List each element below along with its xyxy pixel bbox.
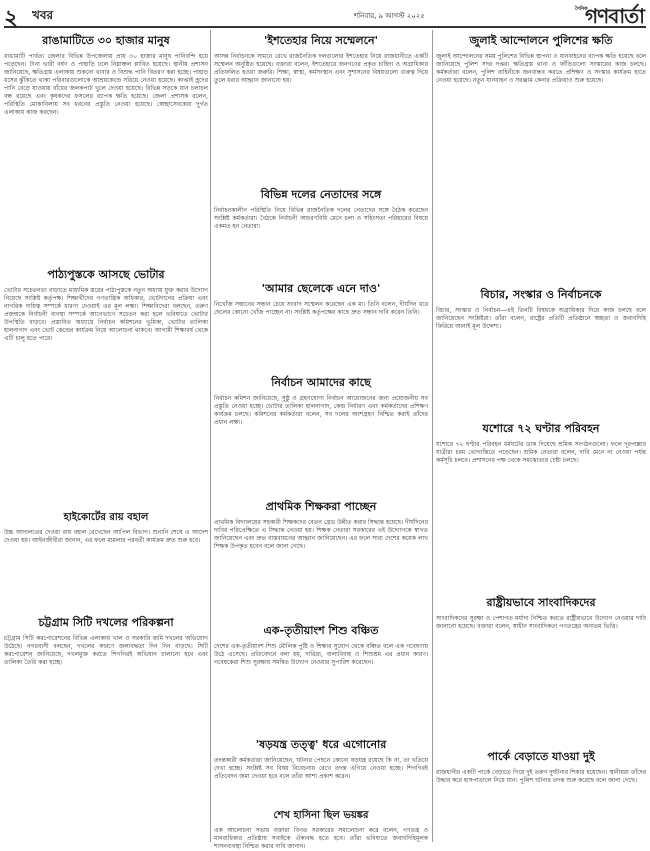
article xyxy=(214,32,428,182)
article-headline: পার্কে বেড়াতে যাওয়া দুই xyxy=(487,750,595,763)
article xyxy=(214,374,428,494)
article-headline: জুলাই আন্দোলনে পুলিশের ক্ষতি xyxy=(469,34,613,47)
article xyxy=(436,286,646,416)
article-headline: যশোরে ৭২ ঘণ্টার পরিবহন xyxy=(482,422,600,435)
article-body: নির্বাচনকালীন পরিস্থিতি নিয়ে বিভিন্ন রাজনৈতিক দলের নেতাদের সঙ্গে বৈঠক করেছেন সংশ্লিষ্ট কর্মকর্তারা। বৈঠকে নির্বাচনী আচরণবিধি মেনে চলা ও সহিংসতা পরিহারের বিষয়ে একমত হন নেতারা। xyxy=(214,207,428,230)
article xyxy=(4,266,208,506)
logo-text: গণবার্তা xyxy=(585,4,644,28)
article-body: রাঙামাটি পার্বত্য জেলার বিভিন্ন উপজেলায় প্রায় ৩০ হাজার মানুষ পানিবন্দি হয়ে পড়েছেন। টানা ভারী বর্ষণ ও পাহাড়ি ঢলে নিম্নাঞ্চল প্লাবিত হয়েছে। স্থানীয় প্রশাসন জানিয়েছে, ক্ষতিগ্রস্ত এলাকায় শুকনো খাবার ও বিশুদ্ধ পানি বিতরণ করা হচ্ছে। পাহাড় ধসের ঝুঁকিতে থাকা পরিবারগুলোকে আশ্রয়কেন্দ্রে সরিয়ে নেওয়া হয়েছে। কাপ্তাই হ্রদের পানি বেড়ে যাওয়ায় বাঁধের জলকপাট খুলে দেওয়া হয়েছে। বিভিন্ন সড়কে যান চলাচল বন্ধ রয়েছে এবং কৃষকদের ফসলের ব্যাপক ক্ষতি হয়েছে। জেলা প্রশাসক বলেন, পরিস্থিতি মোকাবিলায় সব ধরনের প্রস্তুতি নেওয়া হয়েছে। স্বেচ্ছাসেবকেরা দুর্গত এলাকায় কাজ করছেন। xyxy=(4,53,208,116)
column-rule xyxy=(432,30,433,842)
article xyxy=(436,32,646,282)
article-headline: বিচার, সংস্কার ও নির্বাচনকে xyxy=(480,288,602,301)
page-number: ২ xyxy=(4,6,19,31)
newspaper-logo xyxy=(575,2,644,35)
article-headline: 'ষড়যন্ত্র তত্ত্ব' ধরে এগোনোর xyxy=(255,738,387,751)
article-body: ভোটার সচেতনতা বাড়াতে মাধ্যমিক স্তরের পাঠ্যপুস্তকে নতুন অধ্যায় যুক্ত করার উদ্যোগ নিয়েছে সংশ্লিষ্ট কর্তৃপক্ষ। শিক্ষার্থীদের গণতান্ত্রিক অধিকার, ভোটদানের প্রক্রিয়া এবং নাগরিক দায়িত্ব সম্পর্কে ধারণা দেওয়াই এর মূল লক্ষ্য। শিক্ষাবিদেরা বলছেন, তরুণ প্রজন্মকে নির্বাচনী ব্যবস্থা সম্পর্কে আগেভাগে সচেতন করা হলে ভবিষ্যতে ভোটার উপস্থিতি বাড়বে। প্রস্তাবিত অধ্যায়ে নির্বাচন কমিশনের ভূমিকা, ভোটার তালিকা হালনাগাদ এবং ভোট কেন্দ্রের কার্যক্রম নিয়ে আলোচনা থাকবে। আগামী শিক্ষাবর্ষ থেকে এটি চালু হতে পারে। xyxy=(4,287,208,342)
section-name: খবর xyxy=(32,8,54,22)
article-body: চট্টগ্রাম সিটি করপোরেশনের বিভিন্ন এলাকায় খাল ও সরকারি জমি দখলের অভিযোগ উঠেছে। নগরবাসী বলছেন, দখলের কারণে জলাবদ্ধতা দিন দিন বাড়ছে। সিটি করপোরেশন জানিয়েছে, দখলমুক্ত করতে শিগগিরই অভিযান চালানো হবে এবং তালিকা তৈরি করা হচ্ছে। xyxy=(4,635,208,666)
article-body: প্রাথমিক বিদ্যালয়ের সহকারী শিক্ষকদের বেতন গ্রেড উন্নীত করার সিদ্ধান্ত হয়েছে। দীর্ঘদিনের দাবির পরিপ্রেক্ষিতে এ সিদ্ধান্ত নেওয়া হয়। শিক্ষক নেতারা সরকারের এই উদ্যোগকে স্বাগত জানিয়েছেন এবং দ্রুত বাস্তবায়নের আহ্বান জানিয়েছেন। এর ফলে সারা দেশের কয়েক লাখ শিক্ষক উপকৃত হবেন বলে জানা গেছে। xyxy=(214,519,428,550)
article-headline: প্রাথমিক শিক্ষকরা পাচ্ছেন xyxy=(265,500,377,513)
article xyxy=(436,748,646,842)
article xyxy=(214,280,428,370)
article-body: আসন্ন নির্বাচনকে সামনে রেখে রাজনৈতিক দলগুলোর ইশতেহার নিয়ে রাজধানীতে একটি সম্মেলন অনুষ্ঠিত হয়েছে। বক্তারা বলেন, ইশতেহারে জনগণের প্রকৃত চাহিদা ও অগ্রাধিকার প্রতিফলিত হওয়া জরুরি। শিক্ষা, স্বাস্থ্য, কর্মসংস্থান এবং সুশাসনের বিষয়গুলো গুরুত্ব দিয়ে তুলে ধরার আহ্বান জানানো হয়। xyxy=(214,53,428,84)
article-body: সাংবাদিকদের সুরক্ষা ও পেশাগত মর্যাদা নিশ্চিত করতে রাষ্ট্রীয়ভাবে উদ্যোগ নেওয়ার দাবি জানানো হয়েছে। বক্তারা বলেন, স্বাধীন সাংবাদিকতা গণতন্ত্রের অন্যতম ভিত্তি। xyxy=(436,615,646,630)
issue-date: শনিবার, ৯ আগস্ট ২০২৫ xyxy=(354,12,425,20)
article-body: তদন্তকারী কর্মকর্তারা জানিয়েছেন, ঘটনার পেছনে কোনো ষড়যন্ত্র রয়েছে কি না, তা খতিয়ে দেখা হচ্ছে। সংশ্লিষ্ট সব বিষয় বিবেচনায় রেখে তদন্ত এগিয়ে নেওয়া হচ্ছে। শিগগিরই প্রতিবেদন জমা দেওয়া হবে বলে তাঁরা আশা প্রকাশ করেন। xyxy=(214,757,428,780)
article xyxy=(4,32,208,262)
article xyxy=(4,614,208,842)
article-body: বিচার, সংস্কার ও নির্বাচন—এই তিনটি বিষয়কে অগ্রাধিকার দিয়ে কাজ চলছে বলে জানিয়েছেন সংশ্লিষ্টরা। তাঁরা বলেন, রাষ্ট্রের প্রতিটি প্রতিষ্ঠানে স্বচ্ছতা ও জবাবদিহি ফিরিয়ে আনাই মূল উদ্দেশ্য। xyxy=(436,307,646,330)
article xyxy=(436,594,646,744)
article xyxy=(4,510,208,610)
article-body: এক আলোচনা সভায় বক্তারা বিগত সরকারের সমালোচনা করে বলেন, গণতন্ত্র ও মানবাধিকার প্রতিষ্ঠায় সবাইকে ঐক্যবদ্ধ হতে হবে। তাঁরা ভবিষ্যতে জবাবদিহিমূলক শাসনব্যবস্থা নিশ্চিত করার দাবি জানান। xyxy=(214,827,428,850)
article-headline: পাঠ্যপুস্তকে আসছে ভোটার xyxy=(47,268,165,281)
article-body: নিখোঁজ সন্তানের সন্ধান চেয়ে সংবাদ সম্মেলন করেছেন এক মা। তিনি বলেন, দীর্ঘদিন ধরে ছেলের কোনো খোঁজ পাচ্ছেন না। সংশ্লিষ্ট কর্তৃপক্ষের কাছে দ্রুত সন্ধান দাবি করেন তিনি। xyxy=(214,301,428,316)
article-body: রাজধানীর একটি পার্কে বেড়াতে গিয়ে দুই তরুণ দুর্ঘটনার শিকার হয়েছেন। স্থানীয়রা তাঁদের উদ্ধার করে হাসপাতালে নিয়ে যান। পুলিশ ঘটনার তদন্ত শুরু করেছে বলে জানা গেছে। xyxy=(436,769,646,784)
article-body: জুলাই আন্দোলনের সময় পুলিশের বিভিন্ন স্থাপনা ও যানবাহনের ব্যাপক ক্ষতি হয়েছে বলে জানিয়েছে পুলিশ সদর দপ্তর। ক্ষতিগ্রস্ত থানা ও ফাঁড়িগুলো সংস্কারের কাজ চলছে। কর্মকর্তারা বলেন, পুলিশ বাহিনীকে জনবান্ধব করতে প্রশিক্ষণ ও সংস্কার কার্যক্রম হাতে নেওয়া হয়েছে। নতুন যানবাহন ও সরঞ্জাম কেনার প্রক্রিয়াও শুরু হয়েছে। xyxy=(436,53,646,84)
article-headline: হাইকোর্টের রায় বহাল xyxy=(63,512,149,523)
article-headline: নির্বাচন আমাদের কাছে xyxy=(271,376,371,389)
article xyxy=(214,622,428,732)
article-headline: শেখ হাসিনা ছিল ভয়ঙ্কর xyxy=(273,810,369,821)
article xyxy=(214,186,428,276)
article-headline: 'আমার ছেলেকে এনে দাও' xyxy=(261,282,381,295)
logo-tag: দৈনিক xyxy=(575,6,588,12)
article-body: নির্বাচন কমিশন জানিয়েছে, সুষ্ঠু ও গ্রহণযোগ্য নির্বাচন আয়োজনের জন্য প্রয়োজনীয় সব প্রস্তুতি নেওয়া হচ্ছে। ভোটার তালিকা হালনাগাদ, কেন্দ্র নির্ধারণ এবং কর্মকর্তাদের প্রশিক্ষণ কার্যক্রম চলছে। কমিশনের কর্মকর্তারা বলেন, সব দলের অংশগ্রহণ নিশ্চিত করাই তাঁদের প্রধান লক্ষ্য। xyxy=(214,395,428,426)
article-headline: চট্টগ্রাম সিটি দখলের পরিকল্পনা xyxy=(38,616,174,629)
article-headline: রাঙামাটিতে ৩০ হাজার মানুষ xyxy=(42,34,170,47)
article-headline: 'ইশতেহার নিয়ে সম্মেলনে' xyxy=(264,34,378,47)
article-body: যশোরে ৭২ ঘণ্টার পরিবহন ধর্মঘটের ডাক দিয়েছে শ্রমিক সংগঠনগুলো। ফলে দূরপাল্লার যাত্রীরা চরম ভোগান্তিতে পড়েছেন। শ্রমিক নেতারা বলেন, দাবি মেনে না নেওয়া পর্যন্ত কর্মসূচি চলবে। প্রশাসনের পক্ষ থেকে সমঝোতার চেষ্টা চলছে। xyxy=(436,441,646,464)
article-headline: এক-তৃতীয়াংশ শিশু বঞ্চিত xyxy=(263,624,379,637)
article-body: উচ্চ আদালতের দেওয়া রায় বহাল রেখেছেন আপিল বিভাগ। শুনানি শেষে এ আদেশ দেওয়া হয়। আইনজীবীরা জানান, এর ফলে মামলার পরবর্তী কার্যক্রম দ্রুত শুরু হবে। xyxy=(4,529,208,544)
article-body: দেশের এক-তৃতীয়াংশ শিশু মৌলিক পুষ্টি ও শিক্ষার সুযোগ থেকে বঞ্চিত বলে এক গবেষণায় উঠে এসেছে। প্রতিবেদনে বলা হয়, দারিদ্র্য, বাল্যবিবাহ ও শিশুশ্রম এর প্রধান কারণ। গবেষকেরা শিশু সুরক্ষায় সমন্বিত উদ্যোগ নেওয়ার সুপারিশ করেছেন। xyxy=(214,643,428,666)
article xyxy=(214,498,428,618)
article-headline: রাষ্ট্রীয়ভাবে সাংবাদিকদের xyxy=(486,596,596,609)
article xyxy=(214,808,428,850)
article xyxy=(436,420,646,590)
article-headline: বিভিন্ন দলের নেতাদের সঙ্গে xyxy=(260,188,382,201)
masthead xyxy=(4,4,646,31)
column-rule xyxy=(210,30,211,842)
